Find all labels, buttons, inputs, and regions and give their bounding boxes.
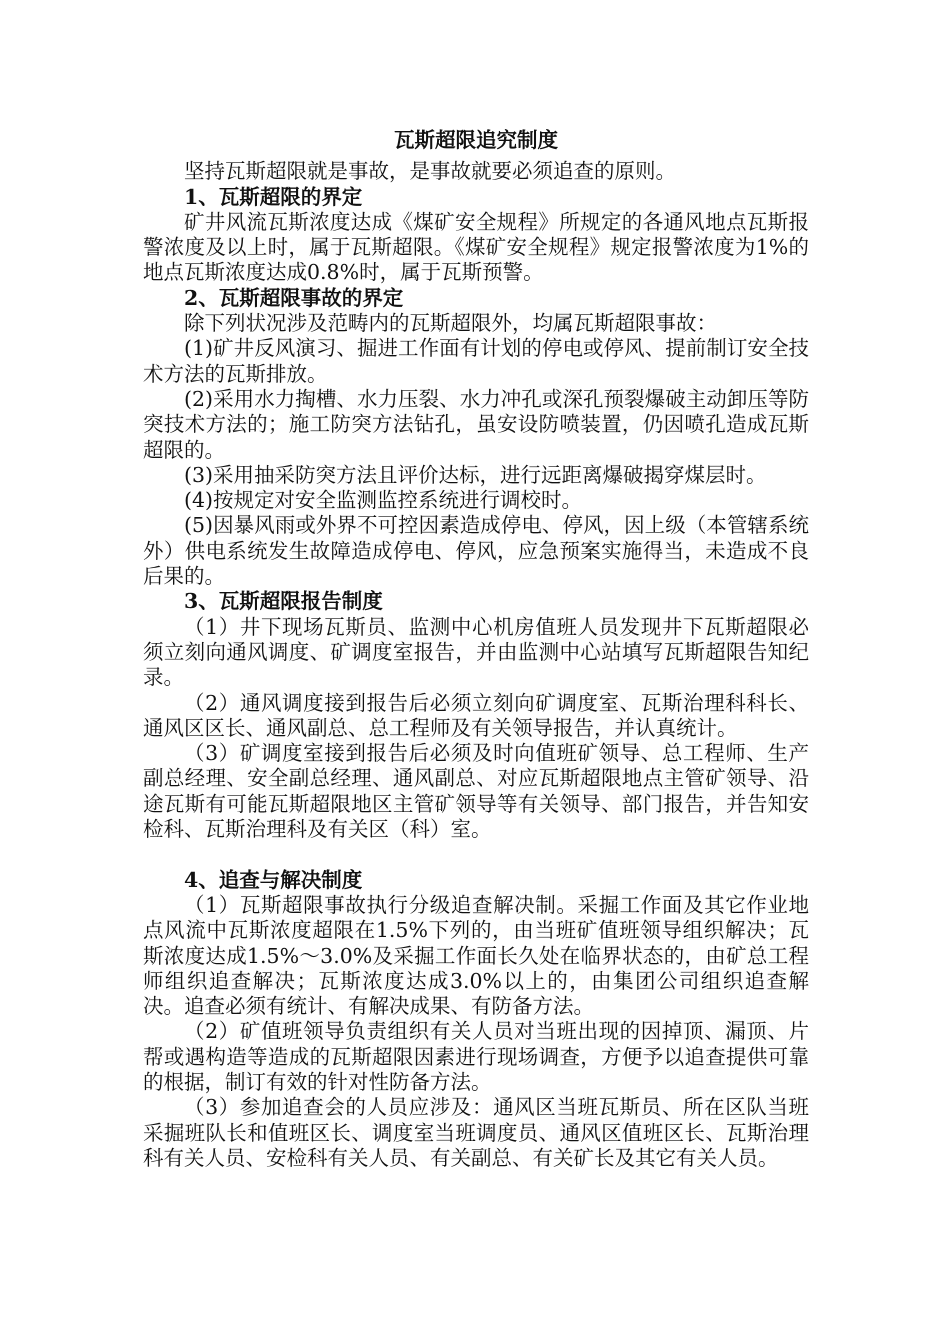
section-2-item-5: (5)因暴风雨或外界不可控因素造成停电、停风，因上级（本管辖系统外）供电系统发生故障造成停电、停风，应急预案实施得当，未造成不良后果的。 (143, 513, 809, 589)
section-2-item-1: (1)矿井反风演习、掘进工作面有计划的停电或停风、提前制订安全技术方法的瓦斯排放。 (143, 336, 809, 386)
document-page (143, 128, 809, 1171)
section-3-heading: 3、瓦斯超限报告制度 (184, 589, 383, 614)
section-4-heading: 4、追查与解决制度 (184, 867, 363, 892)
section-1-heading: 1、瓦斯超限的界定 (184, 184, 363, 209)
section-2-intro: 除下列状况涉及范畴内的瓦斯超限外，均属瓦斯超限事故： (184, 311, 717, 336)
section-2-item-2: (2)采用水力掏槽、水力压裂、水力冲孔或深孔预裂爆破主动卸压等防突技术方法的；施工防突方法钻孔，虽安设防喷装置，仍因喷孔造成瓦斯超限的。 (143, 386, 809, 462)
section-2-heading: 2、瓦斯超限事故的界定 (184, 285, 404, 310)
section-4-item-2: （2）矿值班领导负责组织有关人员对当班出现的因掉顶、漏顶、片帮或遇构造等造成的瓦斯超限因素进行现场调查，方便予以追查提供可靠的根据，制订有效的针对性防备方法。 (143, 1019, 809, 1094)
section-3-item-1: （1）井下现场瓦斯员、监测中心机房值班人员发现井下瓦斯超限必须立刻向通风调度、矿调度室报告，并由监测中心站填写瓦斯超限告知纪录。 (143, 614, 809, 690)
section-3-item-3: （3）矿调度室接到报告后必须及时向值班矿领导、总工程师、生产副总经理、安全副总经理、通风副总、对应瓦斯超限地点主管矿领导、沿途瓦斯有可能瓦斯超限地区主管矿领导等有关领导、部门报告，并告知安检科、瓦斯治理科及有关区（科）室。 (143, 741, 809, 842)
section-3-item-2: （2）通风调度接到报告后必须立刻向矿调度室、瓦斯治理科科长、通风区区长、通风副总、总工程师及有关领导报告，并认真统计。 (143, 690, 809, 740)
section-1-body: 矿井风流瓦斯浓度达成《煤矿安全规程》所规定的各通风地点瓦斯报警浓度及以上时，属于瓦斯超限。《煤矿安全规程》规定报警浓度为1%的地点瓦斯浓度达成0.8%时，属于瓦斯预警。 (143, 209, 809, 285)
intro-paragraph: 坚持瓦斯超限就是事故，是事故就要必须追查的原则。 (184, 159, 676, 184)
section-4-item-1: （1）瓦斯超限事故执行分级追查解决制。采掘工作面及其它作业地点风流中瓦斯浓度超限在1.5%下列的，由当班矿值班领导组织解决；瓦斯浓度达成1.5%～3.0%及采掘工作面长久处在临界状态的，由矿总工程师组织追查解决；瓦斯浓度达成3.0%以上的，由集团公司组织追查解决。追查必须有统计、有解决成果、有防备方法。 (143, 892, 809, 1019)
blank-line (143, 842, 809, 867)
document-title: 瓦斯超限追究制度 (394, 128, 558, 152)
section-4-item-3: （3）参加追查会的人员应涉及：通风区当班瓦斯员、所在区队当班采掘班队长和值班区长、调度室当班调度员、通风区值班区长、瓦斯治理科有关人员、安检科有关人员、有关副总、有关矿长及其它有关人员。 (143, 1095, 809, 1170)
section-2-item-4: (4)按规定对安全监测监控系统进行调校时。 (184, 488, 583, 513)
section-2-item-3: (3)采用抽采防突方法且评价达标，进行远距离爆破揭穿煤层时。 (184, 462, 767, 487)
